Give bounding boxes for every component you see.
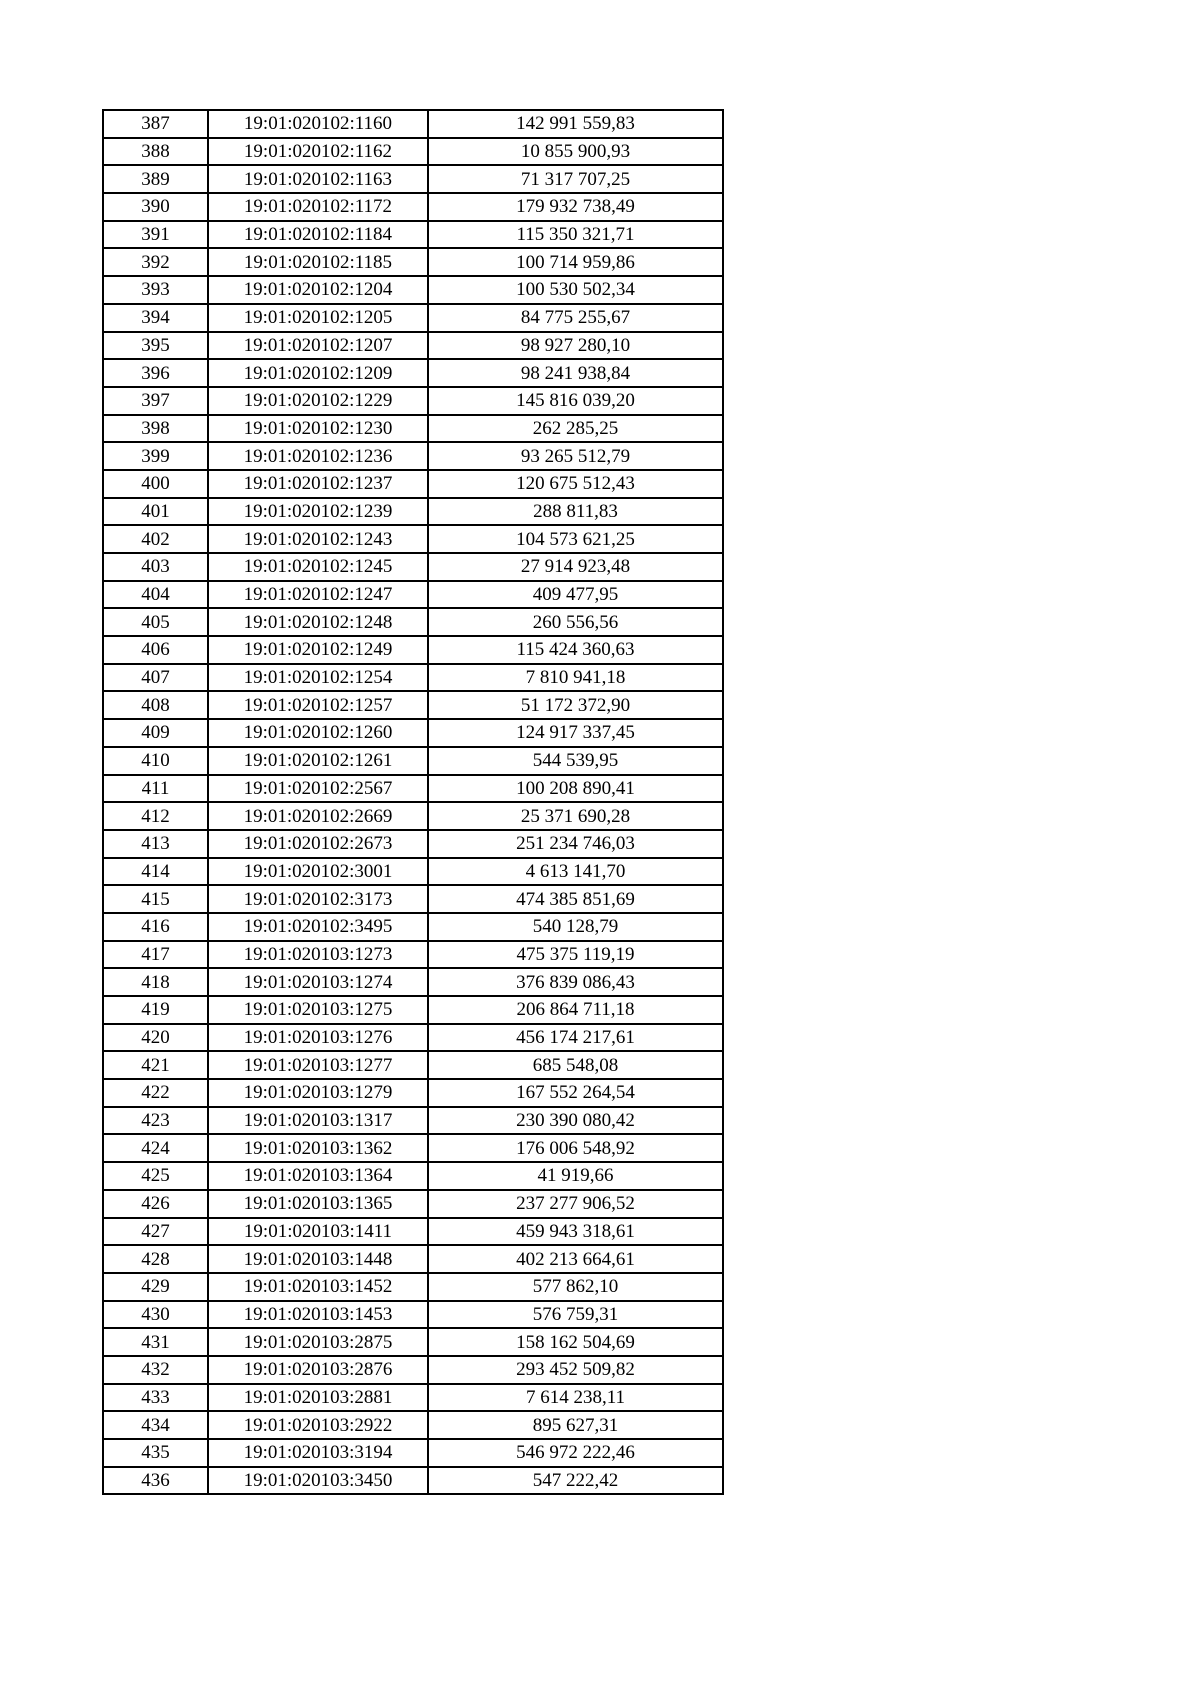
cadastral-number-cell: 19:01:020103:3194 [208, 1439, 428, 1467]
row-number-cell: 426 [103, 1190, 208, 1218]
row-number-cell: 418 [103, 968, 208, 996]
row-number-cell: 401 [103, 498, 208, 526]
cadastral-number-cell: 19:01:020102:2673 [208, 830, 428, 858]
cadastral-number-cell: 19:01:020102:1260 [208, 719, 428, 747]
cadastral-number-cell: 19:01:020102:1172 [208, 193, 428, 221]
cadastral-value-cell: 540 128,79 [428, 913, 723, 941]
row-number-cell: 392 [103, 248, 208, 276]
row-number-cell: 407 [103, 664, 208, 692]
row-number-cell: 396 [103, 359, 208, 387]
table-row [103, 747, 723, 775]
table-row [103, 608, 723, 636]
cadastral-value-cell: 84 775 255,67 [428, 304, 723, 332]
table-row [103, 1079, 723, 1107]
table-row [103, 830, 723, 858]
cadastral-number-cell: 19:01:020103:1276 [208, 1024, 428, 1052]
cadastral-value-cell: 51 172 372,90 [428, 691, 723, 719]
table-row [103, 304, 723, 332]
cadastral-number-cell: 19:01:020102:1243 [208, 525, 428, 553]
row-number-cell: 397 [103, 387, 208, 415]
cadastral-number-cell: 19:01:020102:1247 [208, 581, 428, 609]
cadastral-number-cell: 19:01:020102:1230 [208, 415, 428, 443]
row-number-cell: 431 [103, 1328, 208, 1356]
table-row [103, 1384, 723, 1412]
table-row [103, 1024, 723, 1052]
table-row [103, 165, 723, 193]
cadastral-value-cell: 27 914 923,48 [428, 553, 723, 581]
table-row [103, 1051, 723, 1079]
table-row [103, 1467, 723, 1495]
cadastral-number-cell: 19:01:020102:1257 [208, 691, 428, 719]
row-number-cell: 420 [103, 1024, 208, 1052]
cadastral-value-cell: 547 222,42 [428, 1467, 723, 1495]
table-row [103, 1328, 723, 1356]
table-row [103, 1190, 723, 1218]
cadastral-number-cell: 19:01:020102:1254 [208, 664, 428, 692]
cadastral-number-cell: 19:01:020103:1448 [208, 1245, 428, 1273]
cadastral-number-cell: 19:01:020103:1452 [208, 1273, 428, 1301]
cadastral-value-cell: 456 174 217,61 [428, 1024, 723, 1052]
row-number-cell: 409 [103, 719, 208, 747]
cadastral-value-cell: 71 317 707,25 [428, 165, 723, 193]
cadastral-number-cell: 19:01:020102:1207 [208, 332, 428, 360]
cadastral-number-cell: 19:01:020102:1160 [208, 110, 428, 138]
table-row [103, 387, 723, 415]
table-row [103, 1245, 723, 1273]
cadastral-value-cell: 98 241 938,84 [428, 359, 723, 387]
cadastral-number-cell: 19:01:020102:1245 [208, 553, 428, 581]
cadastral-number-cell: 19:01:020103:1365 [208, 1190, 428, 1218]
row-number-cell: 417 [103, 941, 208, 969]
table-row [103, 802, 723, 830]
cadastral-value-cell: 100 530 502,34 [428, 276, 723, 304]
cadastral-value-cell: 685 548,08 [428, 1051, 723, 1079]
cadastral-value-cell: 288 811,83 [428, 498, 723, 526]
row-number-cell: 400 [103, 470, 208, 498]
table-row [103, 1162, 723, 1190]
cadastral-number-cell: 19:01:020102:2567 [208, 775, 428, 803]
cadastral-number-cell: 19:01:020102:1249 [208, 636, 428, 664]
row-number-cell: 427 [103, 1218, 208, 1246]
row-number-cell: 428 [103, 1245, 208, 1273]
table-row [103, 775, 723, 803]
row-number-cell: 433 [103, 1384, 208, 1412]
cadastral-value-cell: 7 614 238,11 [428, 1384, 723, 1412]
table-row [103, 1134, 723, 1162]
row-number-cell: 424 [103, 1134, 208, 1162]
cadastral-number-cell: 19:01:020102:1239 [208, 498, 428, 526]
cadastral-number-cell: 19:01:020103:1453 [208, 1301, 428, 1329]
table-row [103, 941, 723, 969]
cadastral-value-cell: 895 627,31 [428, 1411, 723, 1439]
cadastral-value-cell: 98 927 280,10 [428, 332, 723, 360]
cadastral-value-cell: 4 613 141,70 [428, 858, 723, 886]
row-number-cell: 404 [103, 581, 208, 609]
cadastral-number-cell: 19:01:020102:1236 [208, 442, 428, 470]
cadastral-value-cell: 237 277 906,52 [428, 1190, 723, 1218]
row-number-cell: 423 [103, 1107, 208, 1135]
table-row [103, 248, 723, 276]
row-number-cell: 387 [103, 110, 208, 138]
cadastral-value-cell: 7 810 941,18 [428, 664, 723, 692]
cadastral-value-table [102, 109, 724, 1495]
cadastral-number-cell: 19:01:020102:1261 [208, 747, 428, 775]
row-number-cell: 422 [103, 1079, 208, 1107]
cadastral-number-cell: 19:01:020103:2922 [208, 1411, 428, 1439]
cadastral-number-cell: 19:01:020103:1411 [208, 1218, 428, 1246]
table-row [103, 415, 723, 443]
table-row [103, 885, 723, 913]
cadastral-number-cell: 19:01:020103:1317 [208, 1107, 428, 1135]
cadastral-value-cell: 544 539,95 [428, 747, 723, 775]
row-number-cell: 414 [103, 858, 208, 886]
cadastral-value-cell: 145 816 039,20 [428, 387, 723, 415]
table-row [103, 110, 723, 138]
table-row [103, 553, 723, 581]
cadastral-number-cell: 19:01:020103:1273 [208, 941, 428, 969]
cadastral-number-cell: 19:01:020102:1184 [208, 221, 428, 249]
cadastral-value-cell: 475 375 119,19 [428, 941, 723, 969]
table-row [103, 1356, 723, 1384]
row-number-cell: 390 [103, 193, 208, 221]
table-row [103, 221, 723, 249]
table-row [103, 858, 723, 886]
cadastral-value-cell: 206 864 711,18 [428, 996, 723, 1024]
cadastral-value-cell: 104 573 621,25 [428, 525, 723, 553]
row-number-cell: 388 [103, 138, 208, 166]
table-row [103, 442, 723, 470]
cadastral-number-cell: 19:01:020103:1362 [208, 1134, 428, 1162]
cadastral-value-cell: 120 675 512,43 [428, 470, 723, 498]
cadastral-value-cell: 100 208 890,41 [428, 775, 723, 803]
row-number-cell: 413 [103, 830, 208, 858]
table-row [103, 1218, 723, 1246]
cadastral-value-cell: 179 932 738,49 [428, 193, 723, 221]
cadastral-value-cell: 262 285,25 [428, 415, 723, 443]
row-number-cell: 411 [103, 775, 208, 803]
cadastral-number-cell: 19:01:020102:1162 [208, 138, 428, 166]
cadastral-number-cell: 19:01:020103:2876 [208, 1356, 428, 1384]
cadastral-number-cell: 19:01:020103:3450 [208, 1467, 428, 1495]
cadastral-number-cell: 19:01:020103:2875 [208, 1328, 428, 1356]
table-row [103, 968, 723, 996]
cadastral-value-cell: 124 917 337,45 [428, 719, 723, 747]
cadastral-value-cell: 576 759,31 [428, 1301, 723, 1329]
table-row [103, 138, 723, 166]
cadastral-value-cell: 577 862,10 [428, 1273, 723, 1301]
row-number-cell: 429 [103, 1273, 208, 1301]
cadastral-number-cell: 19:01:020102:1248 [208, 608, 428, 636]
row-number-cell: 393 [103, 276, 208, 304]
row-number-cell: 430 [103, 1301, 208, 1329]
cadastral-number-cell: 19:01:020102:3001 [208, 858, 428, 886]
cadastral-value-cell: 25 371 690,28 [428, 802, 723, 830]
table-row [103, 332, 723, 360]
cadastral-number-cell: 19:01:020102:3173 [208, 885, 428, 913]
cadastral-value-cell: 93 265 512,79 [428, 442, 723, 470]
cadastral-value-cell: 176 006 548,92 [428, 1134, 723, 1162]
table-row [103, 719, 723, 747]
cadastral-number-cell: 19:01:020103:1275 [208, 996, 428, 1024]
row-number-cell: 398 [103, 415, 208, 443]
cadastral-value-cell: 459 943 318,61 [428, 1218, 723, 1246]
row-number-cell: 391 [103, 221, 208, 249]
table-body [103, 110, 723, 1494]
row-number-cell: 432 [103, 1356, 208, 1384]
cadastral-value-cell: 167 552 264,54 [428, 1079, 723, 1107]
table-row [103, 193, 723, 221]
table-row [103, 1439, 723, 1467]
table-row [103, 1411, 723, 1439]
cadastral-number-cell: 19:01:020102:1205 [208, 304, 428, 332]
cadastral-value-cell: 474 385 851,69 [428, 885, 723, 913]
table-row [103, 470, 723, 498]
row-number-cell: 419 [103, 996, 208, 1024]
cadastral-value-cell: 115 350 321,71 [428, 221, 723, 249]
row-number-cell: 434 [103, 1411, 208, 1439]
row-number-cell: 412 [103, 802, 208, 830]
row-number-cell: 408 [103, 691, 208, 719]
cadastral-number-cell: 19:01:020102:1163 [208, 165, 428, 193]
cadastral-number-cell: 19:01:020102:1204 [208, 276, 428, 304]
table-row [103, 525, 723, 553]
cadastral-number-cell: 19:01:020103:1274 [208, 968, 428, 996]
table-row [103, 581, 723, 609]
cadastral-number-cell: 19:01:020102:1237 [208, 470, 428, 498]
row-number-cell: 406 [103, 636, 208, 664]
cadastral-value-cell: 260 556,56 [428, 608, 723, 636]
table-row [103, 691, 723, 719]
cadastral-value-cell: 251 234 746,03 [428, 830, 723, 858]
cadastral-value-cell: 402 213 664,61 [428, 1245, 723, 1273]
cadastral-number-cell: 19:01:020102:1209 [208, 359, 428, 387]
cadastral-number-cell: 19:01:020103:1277 [208, 1051, 428, 1079]
cadastral-value-cell: 10 855 900,93 [428, 138, 723, 166]
cadastral-value-cell: 158 162 504,69 [428, 1328, 723, 1356]
cadastral-value-cell: 546 972 222,46 [428, 1439, 723, 1467]
row-number-cell: 436 [103, 1467, 208, 1495]
cadastral-number-cell: 19:01:020102:1229 [208, 387, 428, 415]
table-row [103, 498, 723, 526]
row-number-cell: 394 [103, 304, 208, 332]
cadastral-number-cell: 19:01:020103:1364 [208, 1162, 428, 1190]
table-row [103, 996, 723, 1024]
cadastral-value-cell: 293 452 509,82 [428, 1356, 723, 1384]
table-row [103, 359, 723, 387]
table-row [103, 1301, 723, 1329]
row-number-cell: 435 [103, 1439, 208, 1467]
table-row [103, 1273, 723, 1301]
row-number-cell: 410 [103, 747, 208, 775]
cadastral-value-cell: 115 424 360,63 [428, 636, 723, 664]
cadastral-value-cell: 230 390 080,42 [428, 1107, 723, 1135]
row-number-cell: 395 [103, 332, 208, 360]
row-number-cell: 402 [103, 525, 208, 553]
row-number-cell: 415 [103, 885, 208, 913]
row-number-cell: 389 [103, 165, 208, 193]
cadastral-number-cell: 19:01:020103:1279 [208, 1079, 428, 1107]
row-number-cell: 425 [103, 1162, 208, 1190]
cadastral-number-cell: 19:01:020103:2881 [208, 1384, 428, 1412]
cadastral-number-cell: 19:01:020102:2669 [208, 802, 428, 830]
table-row [103, 664, 723, 692]
table-row [103, 636, 723, 664]
cadastral-number-cell: 19:01:020102:3495 [208, 913, 428, 941]
cadastral-number-cell: 19:01:020102:1185 [208, 248, 428, 276]
row-number-cell: 399 [103, 442, 208, 470]
row-number-cell: 416 [103, 913, 208, 941]
cadastral-value-cell: 376 839 086,43 [428, 968, 723, 996]
row-number-cell: 403 [103, 553, 208, 581]
cadastral-value-cell: 100 714 959,86 [428, 248, 723, 276]
cadastral-value-cell: 142 991 559,83 [428, 110, 723, 138]
table-row [103, 276, 723, 304]
table-row [103, 1107, 723, 1135]
cadastral-value-cell: 41 919,66 [428, 1162, 723, 1190]
row-number-cell: 405 [103, 608, 208, 636]
table-row [103, 913, 723, 941]
cadastral-value-cell: 409 477,95 [428, 581, 723, 609]
row-number-cell: 421 [103, 1051, 208, 1079]
